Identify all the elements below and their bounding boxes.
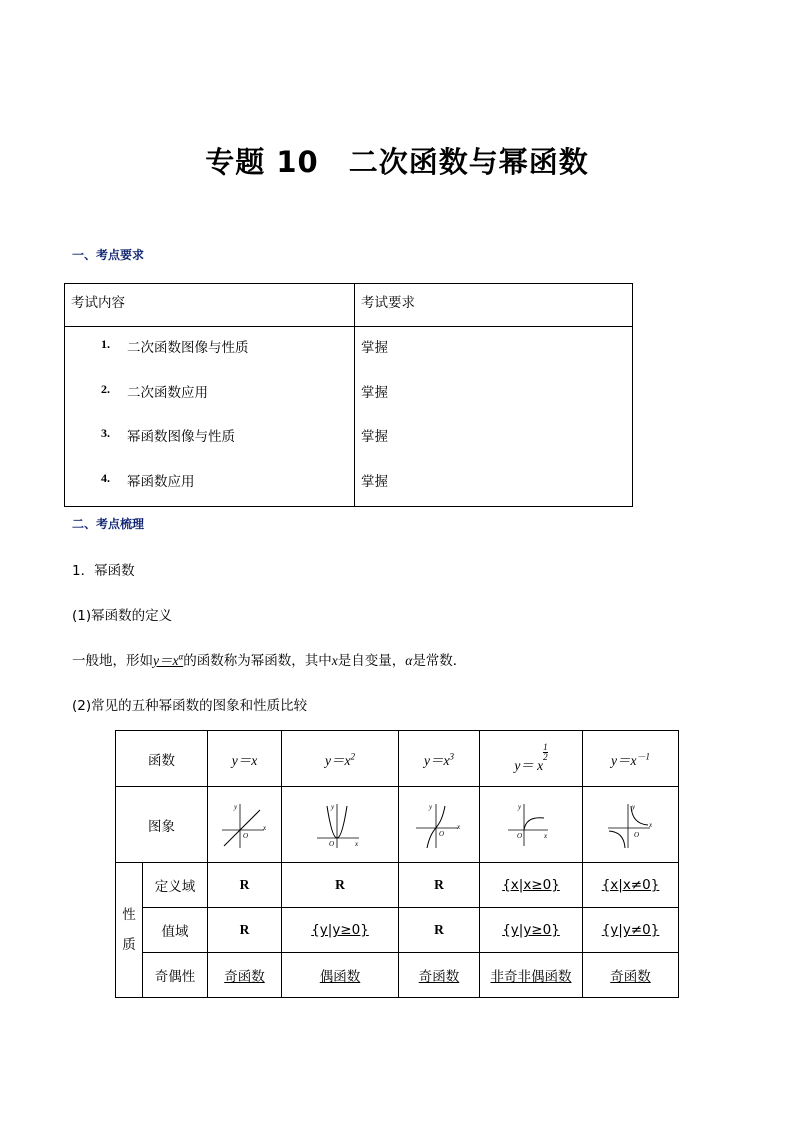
domain-value: R bbox=[208, 863, 282, 908]
list-item: 3. 幂函数图像与性质 bbox=[101, 426, 235, 445]
func-y-x: y＝x bbox=[208, 731, 282, 787]
func-y-inv-x: $y=x^{-1}$ bbox=[583, 731, 679, 787]
row-label-domain: 定义域 bbox=[143, 863, 208, 908]
list-item: 掌握 bbox=[361, 429, 388, 445]
row-label-parity: 奇偶性 bbox=[143, 953, 208, 998]
axis-label-y: y bbox=[429, 802, 433, 811]
list-item: 2. 二次函数应用 bbox=[101, 381, 208, 401]
graph-quadratic bbox=[315, 800, 365, 850]
origin-label: O bbox=[439, 829, 445, 838]
graph-cell bbox=[208, 787, 282, 863]
domain-value: R bbox=[399, 863, 480, 908]
func-y-x3: $y=x^3$ bbox=[399, 731, 480, 787]
section-heading-requirements: 一、考点要求 bbox=[72, 248, 145, 262]
origin-label: O bbox=[329, 839, 335, 848]
subheading-power-function: 1．幂函数 bbox=[72, 563, 135, 579]
row-label-range: 值域 bbox=[143, 908, 208, 953]
page-title bbox=[0, 140, 794, 181]
axis-label-x: x bbox=[262, 823, 266, 832]
section-heading-review: 二、考点梳理 bbox=[72, 517, 145, 531]
list-item: 掌握 bbox=[361, 473, 388, 490]
header-content: 考试内容 bbox=[65, 284, 355, 327]
label-graph: 图象 bbox=[116, 787, 208, 863]
axis-label-x: x bbox=[648, 820, 652, 829]
definition-text: 一般地，形如$y=x^\alpha$的函数称为幂函数，其中x是自变量，α是常数． bbox=[72, 651, 467, 669]
graph-cubic bbox=[414, 800, 464, 850]
list-item: 掌握 bbox=[361, 340, 388, 356]
graph-cell bbox=[399, 787, 480, 863]
list-item: 掌握 bbox=[361, 384, 388, 401]
graph-linear bbox=[220, 800, 270, 850]
list-item: 1. 二次函数图像与性质 bbox=[101, 337, 249, 356]
range-value: {y|y≥0} bbox=[282, 908, 399, 953]
func-y-sqrt-x: $y= x\frac{1}{2}$ bbox=[480, 731, 583, 787]
domain-value: R bbox=[282, 863, 399, 908]
subheading-comparison: (2)常见的五种幂函数的图象和性质比较 bbox=[72, 698, 308, 714]
graph-cell bbox=[583, 787, 679, 863]
origin-label: O bbox=[633, 830, 639, 839]
axis-label-x: x bbox=[355, 839, 359, 848]
axis-label-y: y bbox=[331, 802, 335, 811]
content-cell bbox=[65, 327, 355, 507]
list-item: 4. 幂函数应用 bbox=[101, 470, 195, 490]
range-value: R bbox=[399, 908, 480, 953]
range-value: R bbox=[208, 908, 282, 953]
parity-value: 非奇非偶函数 bbox=[480, 953, 583, 998]
requirements-table bbox=[64, 283, 633, 507]
parity-value: 奇函数 bbox=[583, 953, 679, 998]
range-value: {y|y≥0} bbox=[480, 908, 583, 953]
parity-value: 奇函数 bbox=[208, 953, 282, 998]
power-function-comparison-table bbox=[115, 730, 679, 998]
definition-formula: $y=x^\alpha$ bbox=[153, 651, 184, 668]
requirement-cell bbox=[355, 327, 633, 507]
domain-value: {x|x≠0} bbox=[583, 863, 679, 908]
graph-cell bbox=[480, 787, 583, 863]
graph-reciprocal bbox=[606, 800, 656, 850]
parity-value: 奇函数 bbox=[399, 953, 480, 998]
title-sub: 二次函数与幂函数 bbox=[348, 145, 589, 179]
range-value: {y|y≠0} bbox=[583, 908, 679, 953]
label-properties: 性 质 bbox=[116, 863, 143, 998]
axis-label-y: y bbox=[631, 802, 635, 811]
title-main: 专题 10 bbox=[205, 145, 319, 179]
origin-label: O bbox=[242, 831, 248, 840]
parity-value: 偶函数 bbox=[282, 953, 399, 998]
label-function: 函数 bbox=[116, 731, 208, 787]
subheading-definition: (1)幂函数的定义 bbox=[72, 608, 173, 624]
exponent-fraction: $\frac{1}{2}$ bbox=[543, 742, 548, 762]
domain-value: {x|x≥0} bbox=[480, 863, 583, 908]
graph-cell bbox=[282, 787, 399, 863]
func-y-x2: $y=x^2$ bbox=[282, 731, 399, 787]
axis-label-y: y bbox=[518, 802, 522, 811]
axis-label-x: x bbox=[544, 831, 548, 840]
axis-label-y: y bbox=[233, 802, 237, 811]
origin-label: O bbox=[517, 831, 523, 840]
axis-label-x: x bbox=[457, 822, 461, 831]
header-requirement: 考试要求 bbox=[355, 284, 633, 327]
graph-sqrt bbox=[506, 800, 556, 850]
